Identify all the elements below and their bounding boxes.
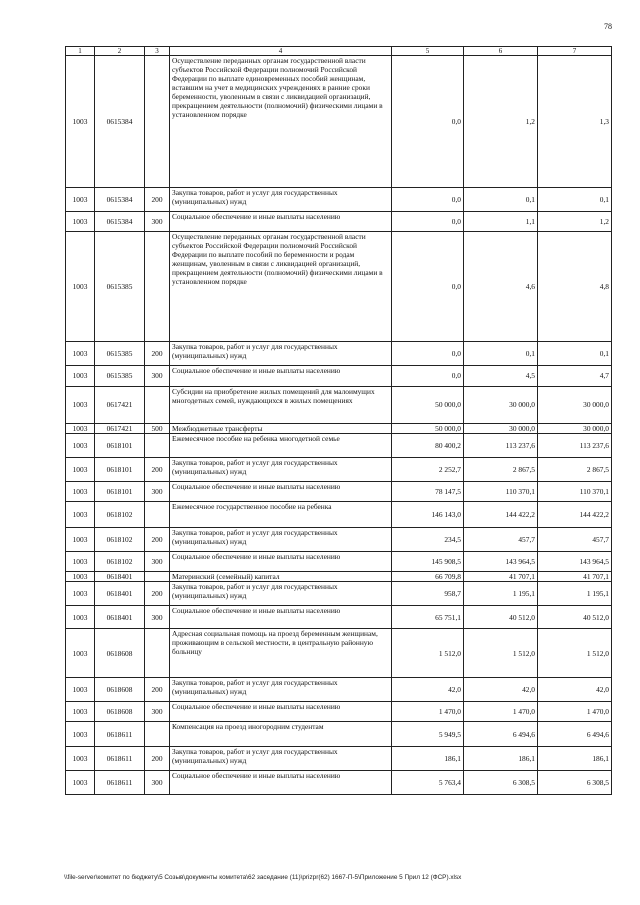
column-number-3: 3 — [145, 47, 170, 56]
expense-type-code: 300 — [145, 552, 170, 572]
amount-col-5: 958,7 — [392, 582, 464, 606]
amount-col-5: 42,0 — [392, 678, 464, 702]
expense-type-code: 200 — [145, 747, 170, 771]
amount-col-7: 1 512,0 — [538, 629, 612, 678]
amount-col-6: 42,0 — [464, 678, 538, 702]
item-name: Адресная социальная помощь на проезд беременным женщинам, проживающим в сельской местности, в центральную районную больницу — [170, 629, 392, 678]
table-row — [66, 747, 612, 771]
table-row — [66, 629, 612, 678]
amount-col-7: 30 000,0 — [538, 387, 612, 424]
section-code: 1003 — [66, 482, 95, 502]
section-code: 1003 — [66, 502, 95, 528]
expense-type-code: 200 — [145, 458, 170, 482]
amount-col-5: 0,0 — [392, 188, 464, 212]
amount-col-5: 0,0 — [392, 56, 464, 188]
amount-col-5: 1 470,0 — [392, 702, 464, 722]
expense-type-code — [145, 502, 170, 528]
section-code: 1003 — [66, 387, 95, 424]
expense-type-code — [145, 629, 170, 678]
target-article-code: 0615384 — [95, 56, 145, 188]
amount-col-7: 1 470,0 — [538, 702, 612, 722]
table-row — [66, 771, 612, 795]
expense-type-code: 200 — [145, 582, 170, 606]
amount-col-7: 4,8 — [538, 232, 612, 342]
column-number-row — [66, 47, 612, 56]
table-row — [66, 722, 612, 747]
section-code: 1003 — [66, 722, 95, 747]
section-code: 1003 — [66, 572, 95, 582]
section-code: 1003 — [66, 434, 95, 458]
amount-col-7: 186,1 — [538, 747, 612, 771]
section-code: 1003 — [66, 528, 95, 552]
amount-col-6: 0,1 — [464, 342, 538, 366]
amount-col-5: 5 763,4 — [392, 771, 464, 795]
item-name: Осуществление переданных органам государственной власти субъектов Российской Федерации полномочий Российской Федерации по выплате единовременных пособий женщинам, вставшим на учет в медицинских учреждениях в ранние сроки беременности, уволенным в связи с ликвидацией организаций, прекращением деятельности (полномочий) физическими лицами в установленном порядке — [170, 56, 392, 188]
amount-col-7: 457,7 — [538, 528, 612, 552]
table-row — [66, 342, 612, 366]
section-code: 1003 — [66, 212, 95, 232]
amount-col-7: 144 422,2 — [538, 502, 612, 528]
amount-col-6: 0,1 — [464, 188, 538, 212]
target-article-code: 0618401 — [95, 582, 145, 606]
table-row — [66, 212, 612, 232]
section-code: 1003 — [66, 678, 95, 702]
table-row — [66, 606, 612, 629]
amount-col-7: 4,7 — [538, 366, 612, 387]
column-number-1: 1 — [66, 47, 95, 56]
expense-type-code: 300 — [145, 212, 170, 232]
target-article-code: 0617421 — [95, 424, 145, 434]
item-name: Социальное обеспечение и иные выплаты населению — [170, 606, 392, 629]
amount-col-6: 1,2 — [464, 56, 538, 188]
section-code: 1003 — [66, 56, 95, 188]
target-article-code: 0618401 — [95, 572, 145, 582]
target-article-code: 0618608 — [95, 702, 145, 722]
target-article-code: 0615385 — [95, 342, 145, 366]
expense-type-code: 500 — [145, 424, 170, 434]
amount-col-7: 42,0 — [538, 678, 612, 702]
table-row — [66, 458, 612, 482]
expense-type-code — [145, 434, 170, 458]
item-name: Закупка товаров, работ и услуг для государственных (муниципальных) нужд — [170, 342, 392, 366]
item-name: Закупка товаров, работ и услуг для государственных (муниципальных) нужд — [170, 678, 392, 702]
amount-col-5: 80 400,2 — [392, 434, 464, 458]
amount-col-7: 0,1 — [538, 342, 612, 366]
section-code: 1003 — [66, 188, 95, 212]
expense-type-code — [145, 387, 170, 424]
amount-col-6: 2 867,5 — [464, 458, 538, 482]
table-row — [66, 424, 612, 434]
table-row — [66, 366, 612, 387]
budget-table — [65, 46, 612, 795]
table-row — [66, 552, 612, 572]
item-name: Закупка товаров, работ и услуг для государственных (муниципальных) нужд — [170, 747, 392, 771]
amount-col-7: 30 000,0 — [538, 424, 612, 434]
section-code: 1003 — [66, 771, 95, 795]
amount-col-5: 234,5 — [392, 528, 464, 552]
target-article-code: 0618101 — [95, 482, 145, 502]
amount-col-6: 40 512,0 — [464, 606, 538, 629]
target-article-code: 0618102 — [95, 528, 145, 552]
item-name: Закупка товаров, работ и услуг для государственных (муниципальных) нужд — [170, 458, 392, 482]
page-number: 78 — [604, 22, 612, 31]
table-row — [66, 572, 612, 582]
target-article-code: 0618401 — [95, 606, 145, 629]
target-article-code: 0618611 — [95, 771, 145, 795]
amount-col-6: 41 707,1 — [464, 572, 538, 582]
item-name: Ежемесячное пособие на ребенка многодетной семье — [170, 434, 392, 458]
amount-col-6: 1 195,1 — [464, 582, 538, 606]
target-article-code: 0618102 — [95, 502, 145, 528]
amount-col-6: 143 964,5 — [464, 552, 538, 572]
amount-col-7: 143 964,5 — [538, 552, 612, 572]
amount-col-5: 145 908,5 — [392, 552, 464, 572]
amount-col-5: 0,0 — [392, 212, 464, 232]
amount-col-5: 146 143,0 — [392, 502, 464, 528]
item-name: Субсидии на приобретение жилых помещений для малоимущих многодетных семей, нуждающихся в жилых помещениях — [170, 387, 392, 424]
column-number-7: 7 — [538, 47, 612, 56]
section-code: 1003 — [66, 629, 95, 678]
amount-col-5: 0,0 — [392, 342, 464, 366]
amount-col-6: 30 000,0 — [464, 424, 538, 434]
amount-col-6: 457,7 — [464, 528, 538, 552]
amount-col-7: 110 370,1 — [538, 482, 612, 502]
expense-type-code: 300 — [145, 482, 170, 502]
expense-type-code — [145, 56, 170, 188]
table-row — [66, 188, 612, 212]
amount-col-5: 186,1 — [392, 747, 464, 771]
table-row — [66, 56, 612, 188]
table-row — [66, 502, 612, 528]
section-code: 1003 — [66, 232, 95, 342]
table-row — [66, 387, 612, 424]
expense-type-code — [145, 572, 170, 582]
amount-col-5: 66 709,8 — [392, 572, 464, 582]
table-row — [66, 678, 612, 702]
expense-type-code: 300 — [145, 366, 170, 387]
amount-col-6: 4,6 — [464, 232, 538, 342]
target-article-code: 0615385 — [95, 232, 145, 342]
section-code: 1003 — [66, 424, 95, 434]
section-code: 1003 — [66, 747, 95, 771]
section-code: 1003 — [66, 702, 95, 722]
item-name: Социальное обеспечение и иные выплаты населению — [170, 366, 392, 387]
expense-type-code: 200 — [145, 528, 170, 552]
target-article-code: 0615384 — [95, 188, 145, 212]
table-row — [66, 702, 612, 722]
item-name: Осуществление переданных органам государственной власти субъектов Российской Федерации полномочий Российской Федерации по выплате пособий по беременности и родам женщинам, уволенным в связи с ликвидацией организаций, прекращением деятельности (полномочий) физическими лицами в установленном порядке — [170, 232, 392, 342]
amount-col-7: 40 512,0 — [538, 606, 612, 629]
amount-col-5: 0,0 — [392, 232, 464, 342]
amount-col-6: 186,1 — [464, 747, 538, 771]
section-code: 1003 — [66, 582, 95, 606]
amount-col-6: 1,1 — [464, 212, 538, 232]
amount-col-7: 41 707,1 — [538, 572, 612, 582]
item-name: Закупка товаров, работ и услуг для государственных (муниципальных) нужд — [170, 582, 392, 606]
item-name: Социальное обеспечение и иные выплаты населению — [170, 771, 392, 795]
amount-col-6: 1 470,0 — [464, 702, 538, 722]
expense-type-code: 300 — [145, 606, 170, 629]
expense-type-code: 200 — [145, 342, 170, 366]
file-path-footer: \\file-server\комитет по бюджету\5 Созыв\документы комитета\62 заседание (11)\prizpr(62) 1667-П-5\Приложение 5 Прил 12 (ФСР).xlsx — [64, 874, 462, 881]
target-article-code: 0618611 — [95, 747, 145, 771]
amount-col-7: 6 308,5 — [538, 771, 612, 795]
target-article-code: 0618608 — [95, 678, 145, 702]
section-code: 1003 — [66, 366, 95, 387]
amount-col-6: 4,5 — [464, 366, 538, 387]
item-name: Ежемесячное государственное пособие на ребенка — [170, 502, 392, 528]
amount-col-7: 113 237,6 — [538, 434, 612, 458]
amount-col-6: 30 000,0 — [464, 387, 538, 424]
table-row — [66, 528, 612, 552]
amount-col-5: 50 000,0 — [392, 424, 464, 434]
amount-col-6: 144 422,2 — [464, 502, 538, 528]
target-article-code: 0615385 — [95, 366, 145, 387]
amount-col-5: 50 000,0 — [392, 387, 464, 424]
amount-col-6: 1 512,0 — [464, 629, 538, 678]
amount-col-7: 1,3 — [538, 56, 612, 188]
column-number-6: 6 — [464, 47, 538, 56]
table-row — [66, 582, 612, 606]
target-article-code: 0618101 — [95, 458, 145, 482]
amount-col-6: 6 308,5 — [464, 771, 538, 795]
expense-type-code: 300 — [145, 702, 170, 722]
column-number-2: 2 — [95, 47, 145, 56]
amount-col-5: 5 949,5 — [392, 722, 464, 747]
amount-col-7: 1 195,1 — [538, 582, 612, 606]
column-number-4: 4 — [170, 47, 392, 56]
amount-col-6: 6 494,6 — [464, 722, 538, 747]
table-row — [66, 232, 612, 342]
expense-type-code — [145, 232, 170, 342]
target-article-code: 0618101 — [95, 434, 145, 458]
amount-col-7: 0,1 — [538, 188, 612, 212]
amount-col-5: 2 252,7 — [392, 458, 464, 482]
target-article-code: 0617421 — [95, 387, 145, 424]
amount-col-7: 6 494,6 — [538, 722, 612, 747]
amount-col-7: 1,2 — [538, 212, 612, 232]
amount-col-5: 0,0 — [392, 366, 464, 387]
table-row — [66, 482, 612, 502]
item-name: Социальное обеспечение и иные выплаты населению — [170, 552, 392, 572]
item-name: Социальное обеспечение и иные выплаты населению — [170, 702, 392, 722]
item-name: Закупка товаров, работ и услуг для государственных (муниципальных) нужд — [170, 188, 392, 212]
item-name: Социальное обеспечение и иные выплаты населению — [170, 482, 392, 502]
item-name: Материнский (семейный) капитал — [170, 572, 392, 582]
item-name: Компенсация на проезд иногородним студентам — [170, 722, 392, 747]
section-code: 1003 — [66, 458, 95, 482]
item-name: Закупка товаров, работ и услуг для государственных (муниципальных) нужд — [170, 528, 392, 552]
amount-col-7: 2 867,5 — [538, 458, 612, 482]
column-number-5: 5 — [392, 47, 464, 56]
expense-type-code: 200 — [145, 188, 170, 212]
target-article-code: 0618102 — [95, 552, 145, 572]
amount-col-5: 1 512,0 — [392, 629, 464, 678]
expense-type-code — [145, 722, 170, 747]
section-code: 1003 — [66, 606, 95, 629]
section-code: 1003 — [66, 552, 95, 572]
amount-col-6: 110 370,1 — [464, 482, 538, 502]
amount-col-5: 65 751,1 — [392, 606, 464, 629]
target-article-code: 0618611 — [95, 722, 145, 747]
target-article-code: 0615384 — [95, 212, 145, 232]
table-row — [66, 434, 612, 458]
expense-type-code: 300 — [145, 771, 170, 795]
expense-type-code: 200 — [145, 678, 170, 702]
item-name: Межбюджетные трансферты — [170, 424, 392, 434]
amount-col-6: 113 237,6 — [464, 434, 538, 458]
target-article-code: 0618608 — [95, 629, 145, 678]
item-name: Социальное обеспечение и иные выплаты населению — [170, 212, 392, 232]
amount-col-5: 78 147,5 — [392, 482, 464, 502]
section-code: 1003 — [66, 342, 95, 366]
